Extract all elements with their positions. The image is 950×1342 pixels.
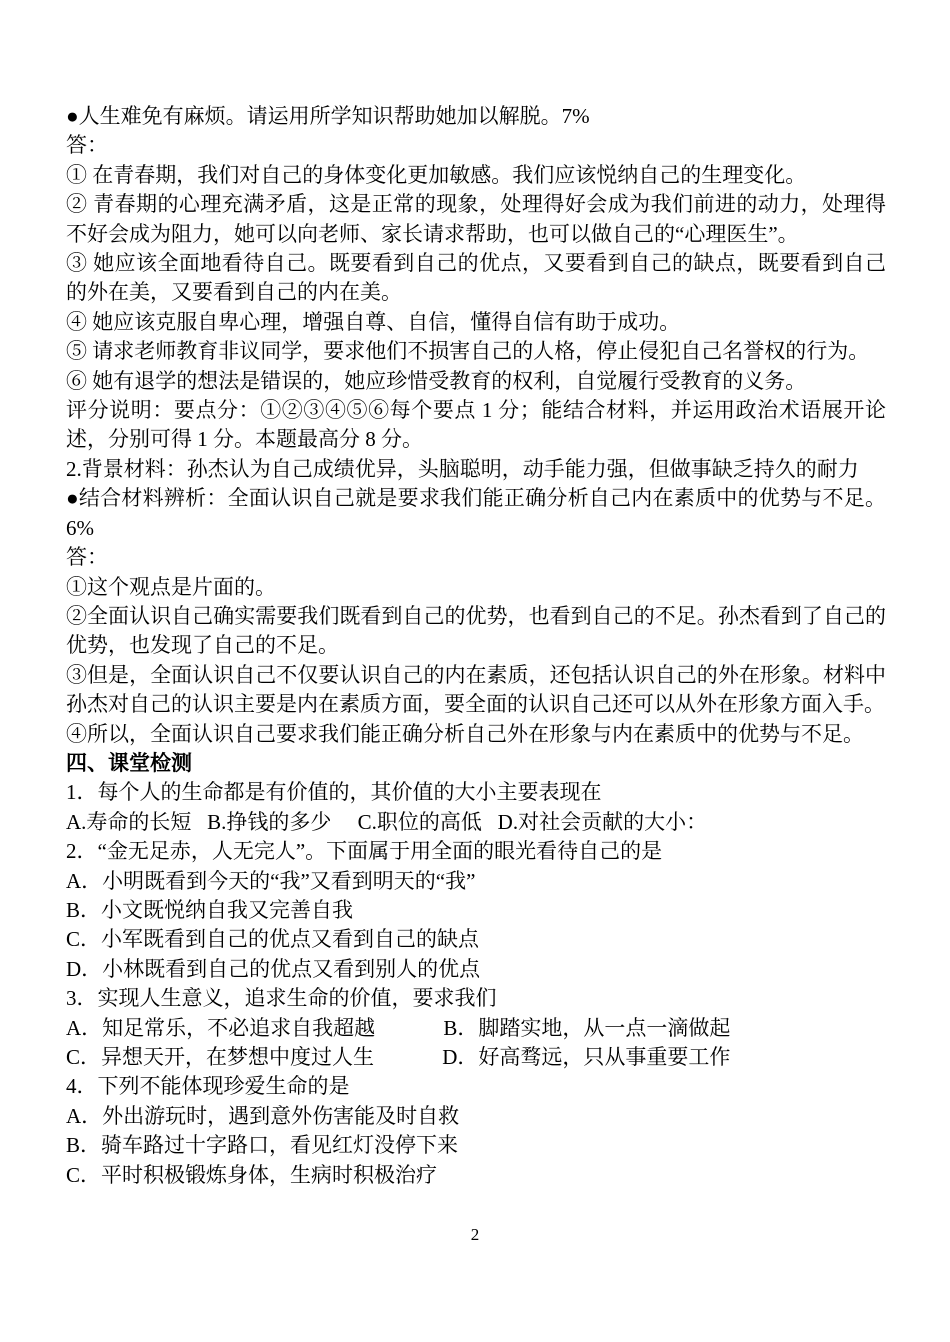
section-heading: 四、课堂检测 [66, 751, 192, 775]
paragraph: C．平时积极锻炼身体，生病时积极治疗 [66, 1162, 438, 1187]
paragraph: C．小军既看到自己的优点又看到自己的缺点 [66, 927, 480, 952]
paragraph: B．小文既悦纳自我又完善自我 [66, 897, 354, 922]
paragraph: ●人生难免有麻烦。请运用所学知识帮助她加以解脱。7% [66, 104, 590, 128]
paragraph: B．骑车路过十字路口，看见红灯没停下来 [66, 1133, 459, 1158]
paragraph: 4．下列不能体现珍爱生命的是 [66, 1074, 350, 1099]
paragraph: ⑥ 她有退学的想法是错误的，她应珍惜受教育的权利，自觉履行受教育的义务。 [66, 368, 807, 393]
paragraph: ③但是，全面认识自己不仅要认识自己的内在素质，还包括认识自己的外在形象。材料中孙杰对自己的认识主要是内在素质方面，要全面的认识自己还可以从外在形象方面入手。 [66, 662, 886, 717]
document-content [66, 102, 886, 1190]
paragraph: 答： [66, 545, 108, 570]
paragraph: 2．“金无足赤，人无完人”。下面属于用全面的眼光看待自己的是 [66, 839, 663, 864]
paragraph: D．小林既看到自己的优点又看到别人的优点 [66, 956, 481, 981]
paragraph: A．外出游玩时，遇到意外伤害能及时自救 [66, 1103, 460, 1128]
paragraph: 评分说明：要点分：①②③④⑤⑥每个要点 1 分；能结合材料，并运用政治术语展开论述，分别可得 1 分。本题最高分 8 分。 [66, 398, 886, 452]
paragraph: 答： [66, 133, 108, 158]
paragraph: A.寿命的长短 B.挣钱的多少 C.职位的高低 D.对社会贡献的大小： [66, 809, 708, 834]
paragraph: ② 青春期的心理充满矛盾，这是正常的现象，处理得好会成为我们前进的动力，处理得不好会成为阻力，她可以向老师、家长请求帮助，也可以做自己的“心理医生”。 [66, 192, 886, 246]
paragraph: 1．每个人的生命都是有价值的，其价值的大小主要表现在 [66, 780, 602, 805]
paragraph: ③ 她应该全面地看待自己。既要看到自己的优点，又要看到自己的缺点，既要看到自己的外在美，又要看到自己的内在美。 [66, 251, 886, 305]
paragraph: ●结合材料辨析：全面认识自己就是要求我们能正确分析自己内在素质中的优势与不足。6% [66, 486, 886, 540]
page-number: 2 [470, 1225, 480, 1244]
paragraph: ④所以，全面认识自己要求我们能正确分析自己外在形象与内在素质中的优势与不足。 [66, 721, 864, 746]
paragraph: 2.背景材料：孙杰认为自己成绩优异，头脑聪明，动手能力强，但做事缺乏持久的耐力 [66, 456, 859, 481]
paragraph: ① 在青春期，我们对自己的身体变化更加敏感。我们应该悦纳自己的生理变化。 [66, 162, 807, 187]
paragraph: ①这个观点是片面的。 [66, 574, 276, 599]
paragraph: ④ 她应该克服自卑心理，增强自尊、自信，懂得自信有助于成功。 [66, 309, 681, 334]
paragraph: 3．实现人生意义，追求生命的价值，要求我们 [66, 986, 497, 1011]
paragraph: A．知足常乐，不必追求自我超越 B．脚踏实地，从一点一滴做起 [66, 1015, 731, 1040]
paragraph: ②全面认识自己确实需要我们既看到自己的优势，也看到自己的不足。孙杰看到了自己的优势，也发现了自己的不足。 [66, 603, 886, 658]
paragraph: ⑤ 请求老师教育非议同学，要求他们不损害自己的人格，停止侵犯自己名誉权的行为。 [66, 339, 870, 364]
paragraph: A．小明既看到今天的“我”又看到明天的“我” [66, 868, 476, 893]
paragraph: C．异想天开，在梦想中度过人生 D．好高骛远，只从事重要工作 [66, 1045, 731, 1069]
